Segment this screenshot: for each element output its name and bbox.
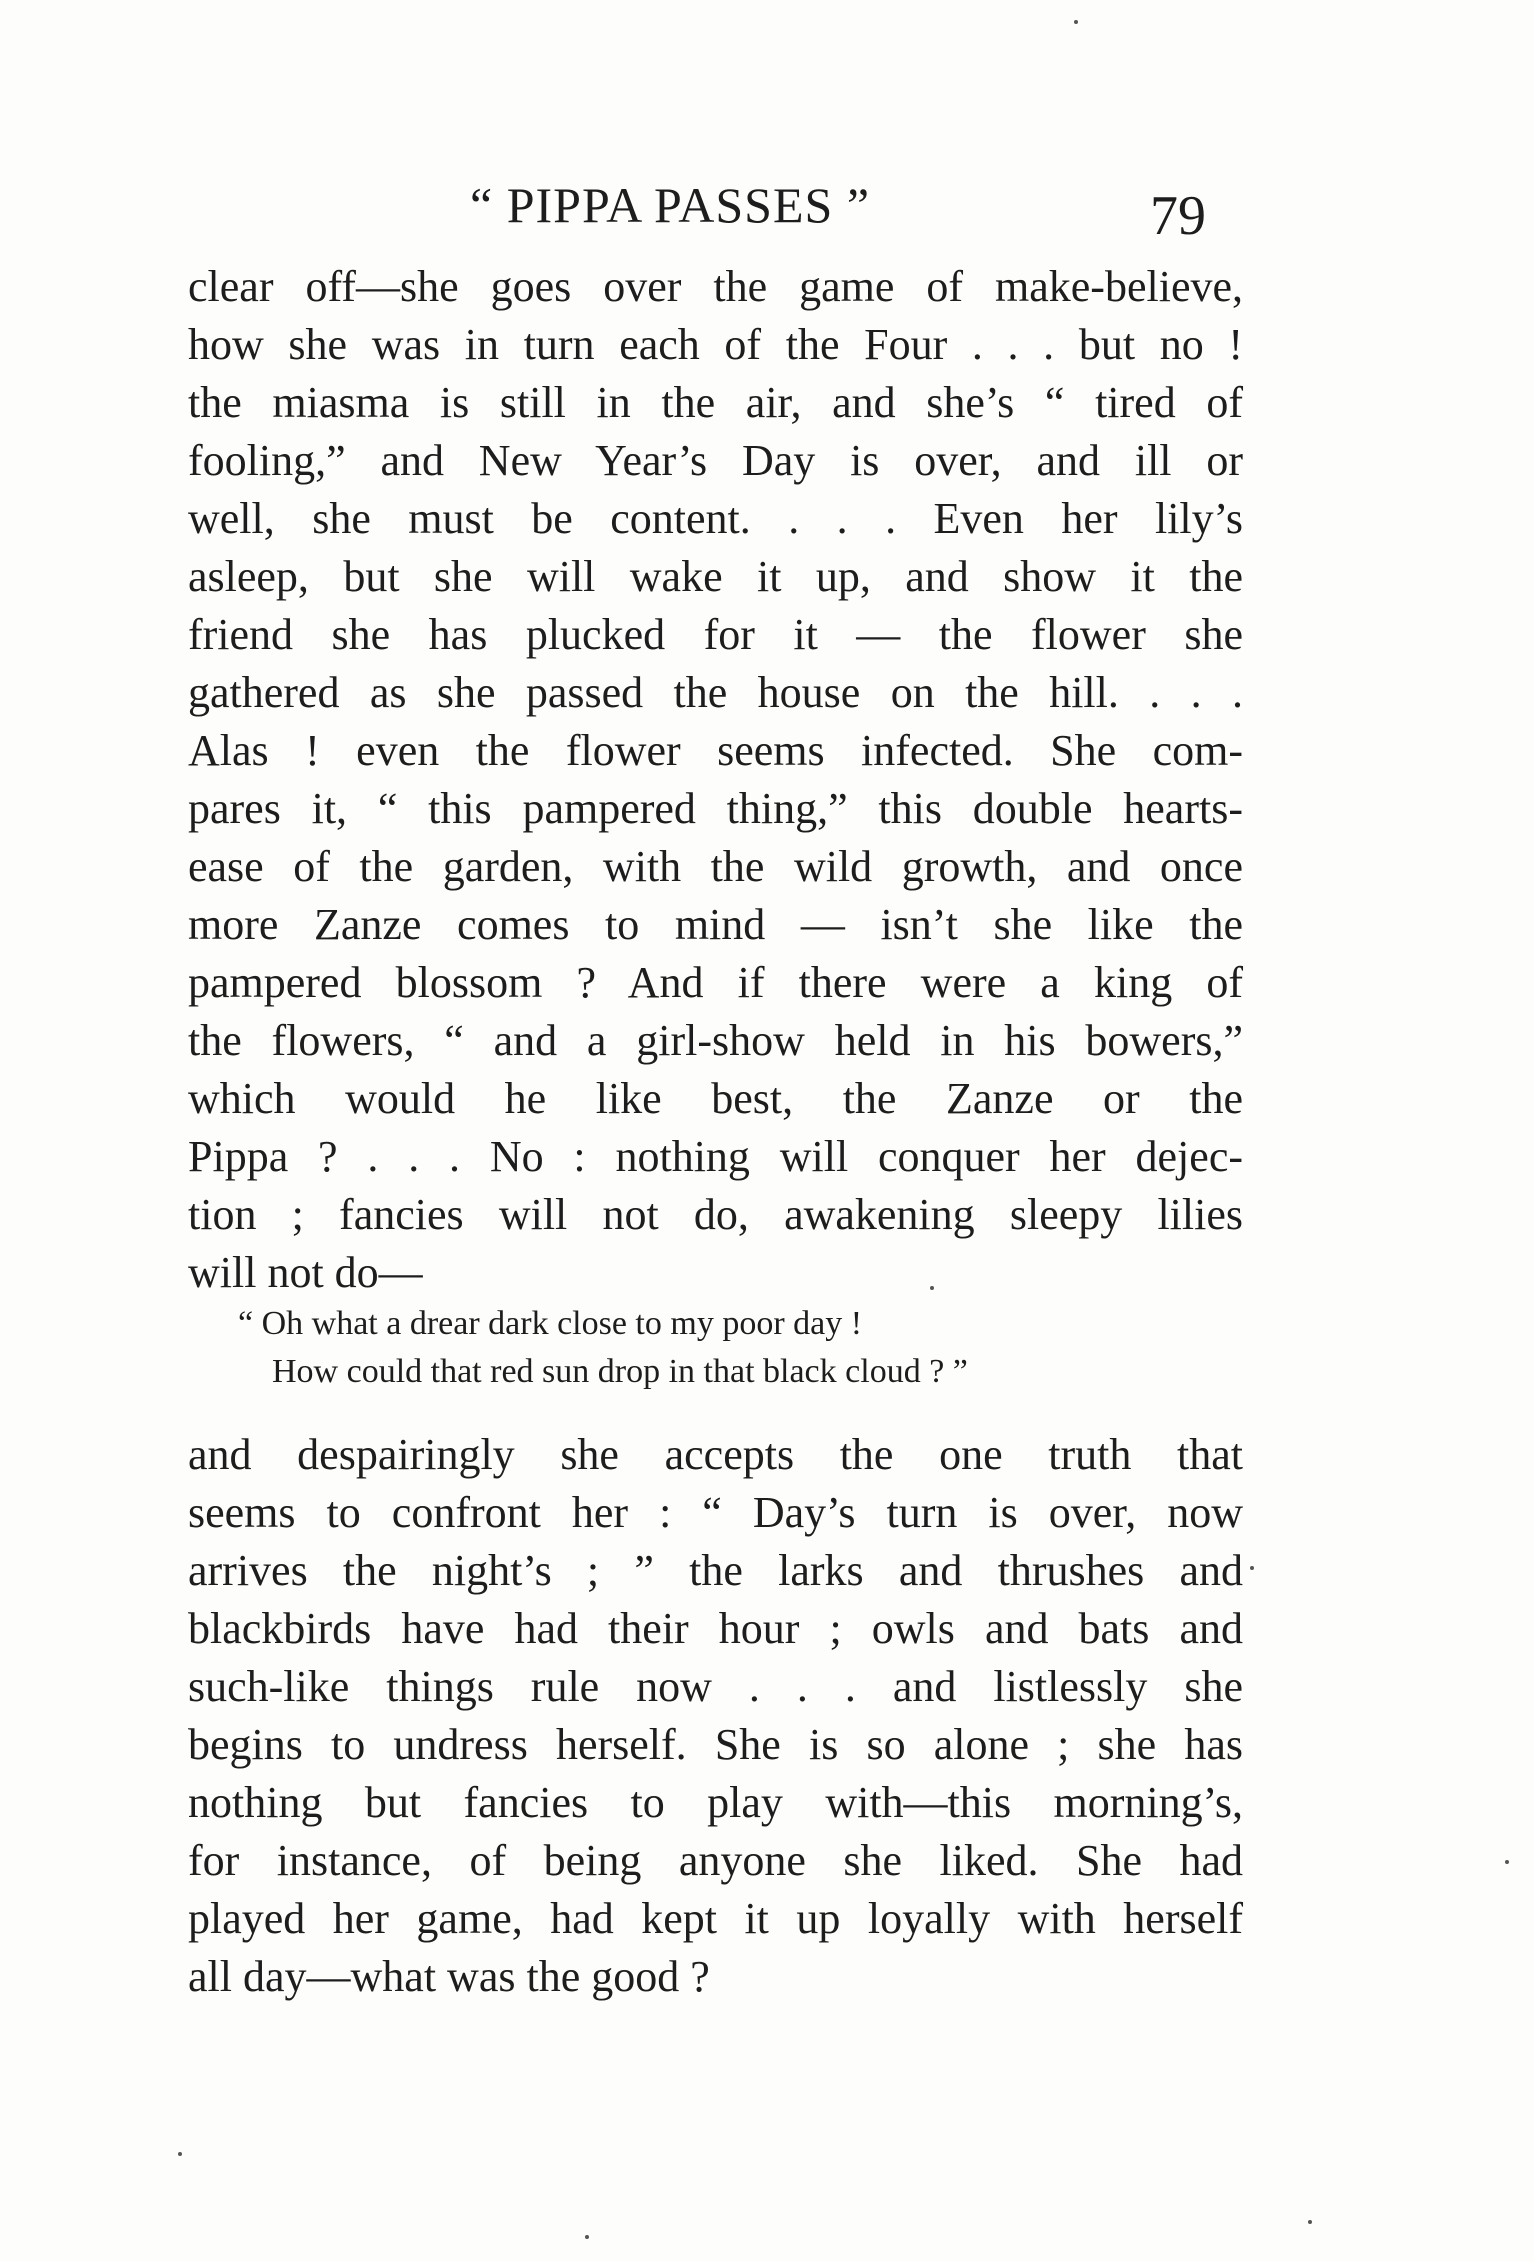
text-line: clear off—she goes over the game of make-believe, (188, 262, 1243, 311)
paragraph-2 (188, 1426, 1243, 2006)
text-line: pares it, “ this pampered thing,” this double hearts- (188, 784, 1243, 833)
text-line: for instance, of being anyone she liked. She had (188, 1836, 1243, 1885)
text-line: nothing but fancies to play with—this morning’s, (188, 1778, 1243, 1827)
text-line: friend she has plucked for it — the flower she (188, 610, 1243, 659)
text-line: gathered as she passed the house on the hill. . . . (188, 668, 1243, 717)
verse-quotation (238, 1300, 1238, 1396)
verse-line: “ Oh what a drear dark close to my poor day ! (238, 1305, 863, 1342)
paper-speck (1308, 2220, 1312, 2224)
paper-speck (178, 2152, 182, 2156)
paper-speck (585, 2235, 589, 2239)
text-line: how she was in turn each of the Four . . . but no ! (188, 320, 1243, 369)
running-title: “ PIPPA PASSES ” (470, 177, 871, 233)
verse-line: How could that red sun drop in that black cloud ? ” (272, 1353, 968, 1390)
text-line: Alas ! even the flower seems infected. She com- (188, 726, 1243, 775)
text-line: begins to undress herself. She is so alone ; she has (188, 1720, 1243, 1769)
paragraph-1 (188, 258, 1243, 1302)
text-line: and despairingly she accepts the one truth that (188, 1430, 1243, 1479)
text-line: more Zanze comes to mind — isn’t she like the (188, 900, 1243, 949)
text-line: blackbirds have had their hour ; owls and bats and (188, 1604, 1243, 1653)
text-line: well, she must be content. . . . Even her lily’s (188, 494, 1243, 543)
text-line: will not do— (188, 1248, 423, 1297)
text-line: the flowers, “ and a girl-show held in his bowers,” (188, 1016, 1243, 1065)
paper-speck (1505, 1860, 1509, 1864)
page-number: 79 (1150, 185, 1206, 247)
text-line: fooling,” and New Year’s Day is over, and ill or (188, 436, 1243, 485)
text-line: ease of the garden, with the wild growth, and once (188, 842, 1243, 891)
text-line: seems to confront her : “ Day’s turn is over, now (188, 1488, 1243, 1537)
text-line: such-like things rule now . . . and listlessly she (188, 1662, 1243, 1711)
paper-speck (930, 1286, 934, 1290)
text-line: arrives the night’s ; ” the larks and thrushes and (188, 1546, 1243, 1595)
paper-speck (1074, 20, 1078, 24)
text-line: the miasma is still in the air, and she’s “ tired of (188, 378, 1243, 427)
text-line: played her game, had kept it up loyally with herself (188, 1894, 1243, 1943)
paper-speck (1250, 1566, 1254, 1570)
text-line: all day—what was the good ? (188, 1952, 710, 2001)
text-line: tion ; fancies will not do, awakening sleepy lilies (188, 1190, 1243, 1239)
text-line: which would he like best, the Zanze or the (188, 1074, 1243, 1123)
running-header (0, 168, 1534, 248)
text-line: asleep, but she will wake it up, and show it the (188, 552, 1243, 601)
text-line: pampered blossom ? And if there were a king of (188, 958, 1243, 1007)
text-line: Pippa ? . . . No : nothing will conquer her dejec- (188, 1132, 1243, 1181)
